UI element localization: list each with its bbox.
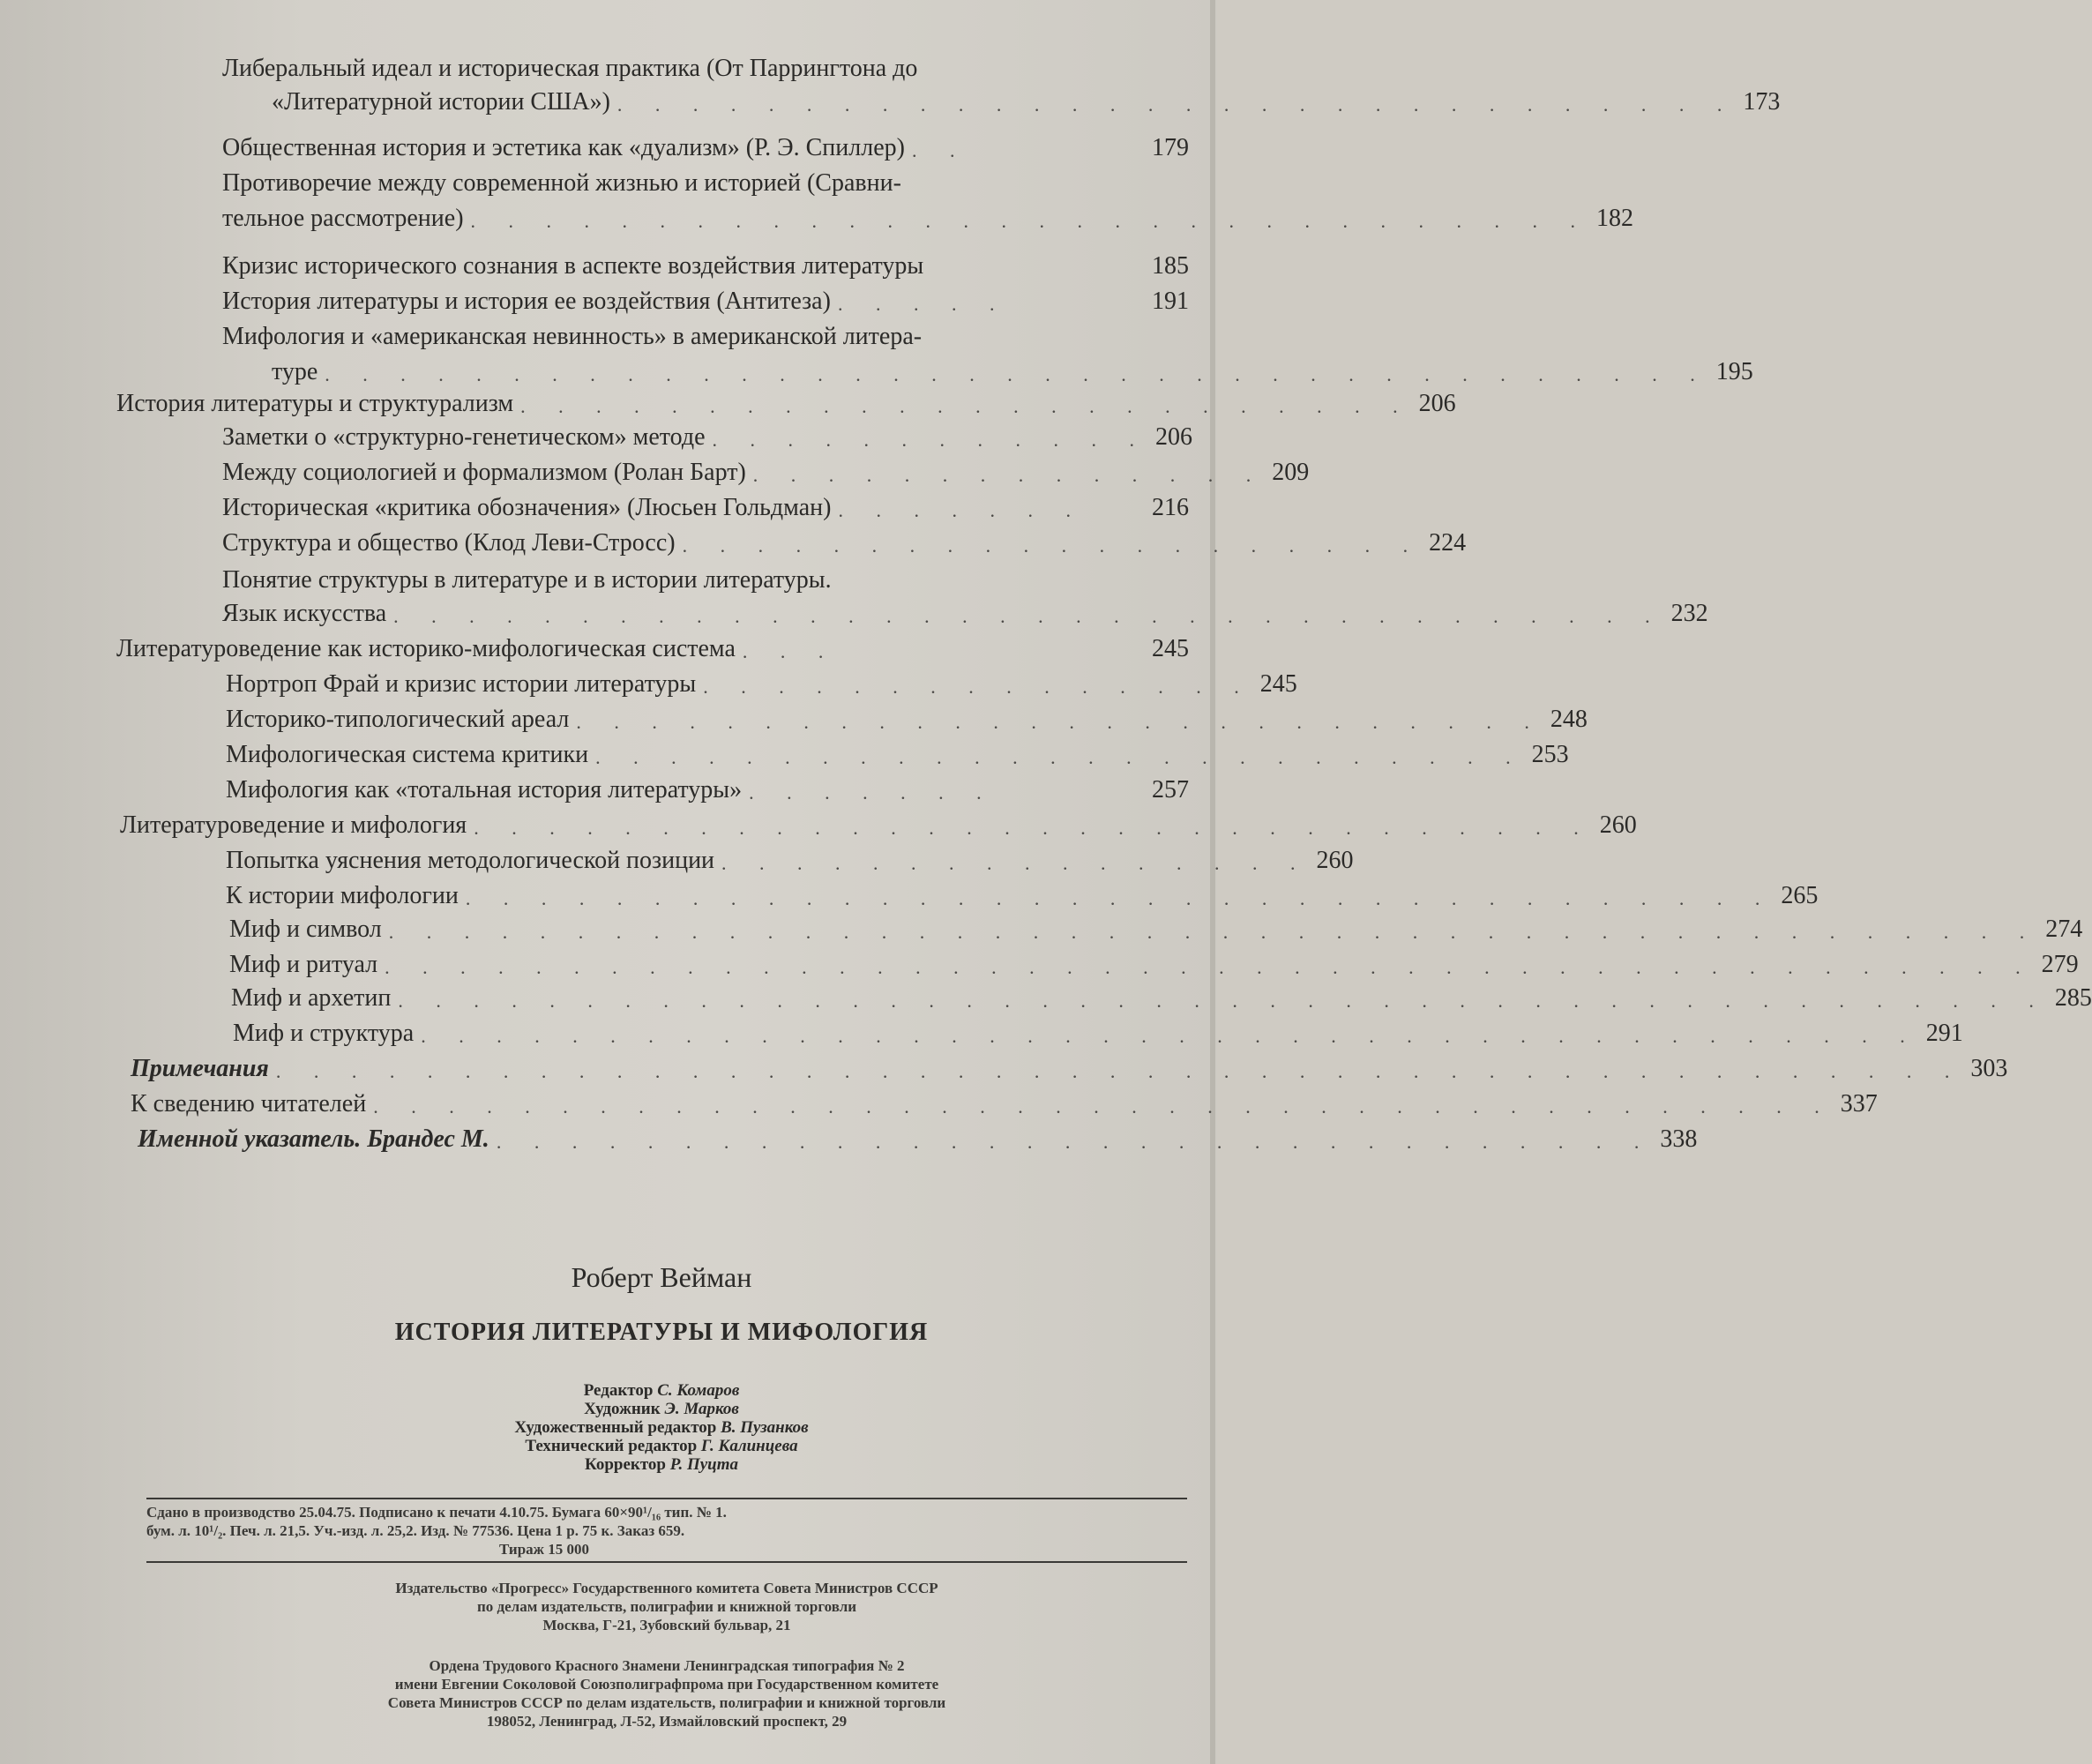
- leader-dots: . . . . . . . . . . . .: [712, 429, 1149, 451]
- toc-page-number: 216: [1152, 494, 1189, 521]
- credit-person: Г. Калинцева: [700, 1437, 798, 1455]
- credit-role: Корректор: [584, 1455, 666, 1474]
- leader-dots: . . . . . . . . . . . . . . . . . . . . . . . . . . . . . . . . . . . . . . . . . . . .: [388, 921, 2039, 943]
- toc-section: [131, 1053, 2008, 1085]
- printer-details: [146, 1656, 1187, 1730]
- leader-dots: . . . . . . . . . . . . . . . . . . . . . . . . . . . . . . . . . . . . . . . .: [421, 1025, 1919, 1047]
- print-line: бум. л. 10¹/₂. Печ. л. 21,5. Уч.-изд. л. 25,2. Изд. № 77536. Цена 1 р. 75 к. Заказ 659.: [146, 1522, 685, 1539]
- leader-dots: . . . . . . . . . . . . . . . . . . . . . . . . . . . . . . . . . .: [393, 605, 1664, 627]
- toc-page-number: 253: [1531, 741, 1569, 768]
- publisher-line: Москва, Г-21, Зубовский бульвар, 21: [542, 1617, 791, 1633]
- toc-page-number: 285: [2054, 984, 2092, 1012]
- leader-dots: . . . . . . . . . . . . . . . . . . . . . . . .: [520, 395, 1412, 417]
- book-title: ИСТОРИЯ ЛИТЕРАТУРЫ И МИФОЛОГИЯ: [394, 1319, 929, 1346]
- toc-entry: [222, 321, 1157, 353]
- toc-entry-title: Нортроп Фрай и кризис истории литературы: [226, 670, 697, 698]
- toc-entry-title: Структура и общество (Клод Леви-Стросс): [222, 529, 676, 557]
- publisher-details: [146, 1579, 1187, 1634]
- toc-entry: [226, 704, 1588, 736]
- printer-line: Совета Министров СССР по делам издательств, полиграфии и книжной торговли: [387, 1694, 946, 1711]
- toc-page-number: 274: [2045, 916, 2083, 943]
- credit-line: [0, 1455, 1323, 1474]
- leader-dots: . . . . . . . . . . . . . . . . . . . . . . . . . . . . . . . . . . . . . . . . . . . .: [385, 956, 2035, 978]
- toc-entry: [226, 739, 1569, 771]
- toc-entry-title: Историческая «критика обозначения» (Люсьен Гольдман): [222, 494, 832, 521]
- credit-role: Технический редактор: [525, 1437, 698, 1455]
- toc-page-number: 337: [1840, 1090, 1878, 1117]
- toc-page-number: 209: [1272, 459, 1310, 486]
- toc-entry: [231, 983, 2092, 1014]
- leader-dots: . . . . . . . . . . . . . .: [752, 464, 1266, 486]
- toc-entry-title: Мифология как «тотальная история литературы»: [226, 776, 743, 804]
- toc-entry-title: Либеральный идеал и историческая практика (От Паррингтона до: [222, 55, 918, 82]
- toc-entry-title-cont: туре: [272, 358, 318, 385]
- toc-entry-title: Противоречие между современной жизнью и историей (Сравни-: [222, 169, 901, 197]
- toc-page-number: 224: [1429, 529, 1467, 557]
- credit-line: [0, 1381, 1323, 1400]
- printer-line: имени Евгении Соколовой Союзполиграфпрома при Государственном комитете: [394, 1676, 939, 1693]
- credit-person: Р. Пуцта: [669, 1455, 738, 1474]
- toc-entry-title: Понятие структуры в литературе и в истории литературы.: [222, 566, 832, 594]
- toc-section: [131, 1088, 1878, 1120]
- toc-entry: [226, 774, 1189, 806]
- toc-entry-title: Историко-типологический ареал: [226, 706, 570, 733]
- toc-entry: [222, 492, 1189, 524]
- toc-page-number: 257: [1152, 776, 1189, 804]
- toc-entry-title: Между социологией и формализмом (Ролан Барт): [222, 459, 746, 486]
- toc-entry: [222, 250, 1189, 282]
- publisher-line: Издательство «Прогресс» Государственного комитета Совета Министров СССР: [395, 1580, 938, 1596]
- leader-dots: . . . . . . . . . . . . . . . . . . . . . . . . . . . . . . . . . . . . . . . . . . . . .: [275, 1060, 1964, 1082]
- leader-dots: . . . . . . . . . . . . . . . .: [721, 852, 1310, 874]
- toc-entry-title: Мифология и «американская невинность» в американской литера-: [222, 323, 923, 350]
- leader-dots: . . . . . . . . . . . . . . . . . . . . . . . . . .: [576, 711, 1543, 733]
- credit-line: [0, 1418, 1323, 1437]
- toc-page-number: 303: [1970, 1055, 2008, 1082]
- toc-section-title: Литературоведение как историко-мифологическая система: [116, 635, 736, 662]
- toc-entry: [222, 564, 1157, 596]
- toc-page-number: 206: [1155, 423, 1193, 451]
- credit-line: [0, 1400, 1323, 1418]
- print-details: [146, 1503, 1187, 1558]
- toc-entry-continued: [222, 203, 1634, 235]
- toc-entry-title: Общественная история и эстетика как «дуализм» (Р. Э. Спиллер): [222, 134, 905, 161]
- toc-entry-continued: [272, 86, 1781, 118]
- toc-entry: [222, 132, 1189, 164]
- toc-entry: [222, 53, 1157, 85]
- toc-section-title: Примечания: [131, 1055, 269, 1082]
- credit-line: [0, 1437, 1323, 1455]
- toc-section-title: К сведению читателей: [131, 1090, 367, 1117]
- divider-rule: [146, 1498, 1187, 1499]
- toc-page-number: 260: [1316, 847, 1354, 874]
- printer-line: Ордена Трудового Красного Знамени Ленинградская типография № 2: [429, 1657, 905, 1674]
- toc-entry: [226, 669, 1297, 700]
- toc-entry-title-cont: «Литературной истории США»): [272, 88, 610, 116]
- toc-entry: [229, 949, 2079, 981]
- toc-section: [116, 633, 1189, 665]
- toc-entry-title: Миф и структура: [233, 1020, 415, 1047]
- leader-dots: . . . . . . . . . . . . . . . . . . . . . . . . . . . . . .: [616, 93, 1737, 116]
- leader-dots: . . . . . . . . . . . . . . . . . . . . . . . . . . . . . . .: [496, 1131, 1654, 1153]
- toc-entry-title: Миф и ритуал: [229, 951, 378, 978]
- leader-dots: . . . . . . . . . . . . . . .: [703, 676, 1253, 698]
- toc-entry-title-cont: тельное рассмотрение): [222, 205, 464, 232]
- toc-page-number: 338: [1660, 1125, 1698, 1153]
- toc-page-number: 260: [1599, 811, 1637, 839]
- leader-dots: . . . . . . . . . . . . . . . . . . . . . . . . . . . . . .: [474, 817, 1593, 839]
- leader-dots: . . . . . . .: [838, 499, 1085, 521]
- divider-rule: [146, 1561, 1187, 1563]
- toc-section-title: История литературы и структурализм: [116, 390, 514, 417]
- toc-section-title: Литературоведение и мифология: [120, 811, 467, 839]
- toc-entry-title-cont: Язык искусства: [222, 600, 387, 627]
- toc-entry: [222, 286, 1189, 318]
- toc-entry-title: История литературы и история ее воздействия (Антитеза): [222, 288, 831, 315]
- credit-role: Художественный редактор: [514, 1418, 717, 1437]
- leader-dots: . . . . . . . . . . . . . . . . . . . . . . . . .: [595, 746, 1525, 768]
- leader-dots: . . . . . . .: [749, 781, 996, 804]
- author-name: Роберт Вейман: [571, 1261, 752, 1293]
- print-line: Тираж 15 000: [499, 1541, 589, 1558]
- toc-entry-continued: [222, 598, 1708, 630]
- toc-entry-title: Миф и архетип: [231, 984, 392, 1012]
- leader-dots: . . .: [742, 640, 838, 662]
- printer-line: 198052, Ленинград, Л-52, Измайловский проспект, 29: [486, 1713, 848, 1730]
- leader-dots: . . . . .: [837, 293, 1009, 315]
- leader-dots: . . . . . . . . . . . . . . . . . . . . . . . . . . . . . . . . . . . . . . .: [373, 1095, 1834, 1117]
- credit-person: С. Комаров: [657, 1381, 740, 1400]
- toc-page-number: 245: [1152, 635, 1189, 662]
- toc-entry-title: Миф и символ: [229, 916, 382, 943]
- toc-page-number: 173: [1743, 88, 1781, 116]
- toc-page-number: 232: [1670, 600, 1708, 627]
- credits: [0, 1381, 1323, 1474]
- toc-entry: [226, 845, 1354, 877]
- leader-dots: . . . . . . . . . . . . . . . . . . . .: [682, 534, 1423, 557]
- toc-entry-title: Попытка уяснения методологической позиции: [226, 847, 715, 874]
- toc-page-number: 182: [1596, 205, 1634, 232]
- leader-dots: . .: [911, 139, 969, 161]
- toc-page-number: 179: [1152, 134, 1189, 161]
- toc-page-number: 265: [1781, 882, 1819, 909]
- credit-role: Редактор: [583, 1381, 654, 1400]
- toc-page-number: 191: [1152, 288, 1189, 315]
- toc-entry: [229, 914, 2083, 946]
- toc-entry: [222, 168, 1157, 199]
- toc-section-title: Именной указатель. Брандес М.: [138, 1125, 489, 1153]
- toc-entry-title: К истории мифологии: [226, 882, 459, 909]
- toc-page-number: 185: [1152, 252, 1189, 280]
- toc-entry-continued: [272, 356, 1753, 388]
- toc-section: [138, 1124, 1698, 1155]
- toc-entry: [222, 457, 1310, 489]
- leader-dots: . . . . . . . . . . . . . . . . . . . . . . . . . . . . . . . . . . . . .: [325, 363, 1709, 385]
- leader-dots: . . . . . . . . . . . . . . . . . . . . . . . . . . . . . . . . . . . . . . . . . . . .: [398, 990, 2048, 1012]
- toc-section: [116, 388, 1456, 420]
- print-line: Сдано в производство 25.04.75. Подписано к печати 4.10.75. Бумага 60×90¹/₁₆ тип. № 1.: [146, 1504, 727, 1521]
- credit-role: Художник: [584, 1400, 661, 1418]
- toc-page-number: 245: [1259, 670, 1297, 698]
- credit-person: В. Пузанков: [721, 1418, 809, 1437]
- toc-entry: [222, 422, 1193, 453]
- toc-entry-title: Заметки о «структурно-генетическом» методе: [222, 423, 706, 451]
- leader-dots: . . . . . . . . . . . . . . . . . . . . . . . . . . . . . .: [470, 210, 1590, 232]
- page-edge: [1210, 0, 1215, 1764]
- toc-entry-title: Мифологическая система критики: [226, 741, 589, 768]
- publisher-line: по делам издательств, полиграфии и книжной торговли: [476, 1598, 857, 1615]
- toc-page-number: 248: [1550, 706, 1588, 733]
- toc-entry: [233, 1018, 1963, 1050]
- toc-page-number: 279: [2041, 951, 2079, 978]
- toc-page-number: 206: [1418, 390, 1456, 417]
- toc-page-number: 195: [1715, 358, 1753, 385]
- toc-entry-title: Кризис исторического сознания в аспекте воздействия литературы: [222, 252, 924, 280]
- toc-section: [120, 810, 1637, 841]
- toc-entry: [226, 880, 1819, 912]
- leader-dots: . . . . . . . . . . . . . . . . . . . . . . . . . . . . . . . . . . .: [465, 887, 1774, 909]
- toc-entry: [222, 527, 1467, 559]
- credit-person: Э. Марков: [664, 1400, 739, 1418]
- toc-page-number: 291: [1925, 1020, 1963, 1047]
